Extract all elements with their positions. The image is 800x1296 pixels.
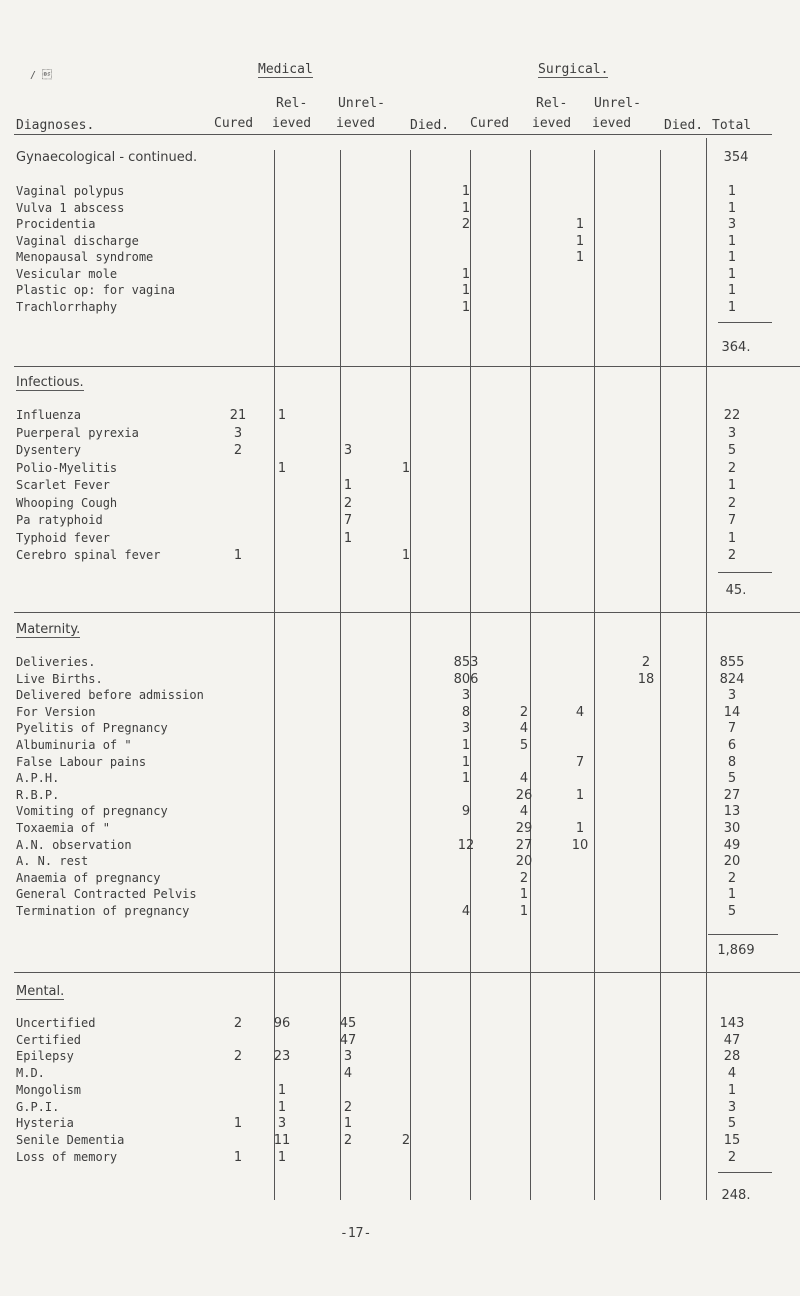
cell-total: 5 (727, 443, 737, 458)
table-row (0, 1066, 800, 1081)
cell-total: 1 (727, 887, 737, 902)
cell-total: 1 (727, 250, 737, 265)
header-rule (14, 134, 772, 135)
cell-sc: 1 (461, 755, 471, 770)
cell-total: 27 (723, 788, 741, 803)
table-row (0, 1150, 800, 1165)
cell-sc: 1 (461, 283, 471, 298)
table-row (0, 408, 800, 423)
cell-total: 3 (727, 688, 737, 703)
section-total: 248. (721, 1188, 751, 1203)
section-total: 45. (725, 583, 747, 598)
row-label: Certified (16, 1033, 82, 1047)
table-row (0, 531, 800, 546)
cell-total: 47 (723, 1033, 741, 1048)
cell-sr: 20 (515, 854, 533, 869)
cell-mc: 2 (233, 1016, 243, 1031)
header-surg-relieved: ieved (532, 116, 572, 131)
section-rule-3 (14, 972, 800, 973)
row-label: Plastic op: for vagina (16, 283, 175, 297)
table-row (0, 738, 800, 753)
cell-sc: 853 (453, 655, 479, 670)
cell-mc: 1 (233, 1150, 243, 1165)
cell-mr: 96 (273, 1016, 291, 1031)
cell-su: 1 (575, 250, 585, 265)
row-label: Albuminuria of " (16, 738, 132, 752)
cell-mr: 1 (277, 1083, 287, 1098)
cell-total: 1 (727, 201, 737, 216)
row-label: Cerebro spinal fever (16, 548, 161, 562)
section-title: Infectious. (16, 375, 84, 390)
cell-su: 1 (575, 234, 585, 249)
cell-sc: 3 (461, 721, 471, 736)
cell-total: 2 (727, 461, 737, 476)
table-row (0, 804, 800, 819)
cell-total: 1 (727, 184, 737, 199)
row-label: Termination of pregnancy (16, 904, 190, 918)
table-row (0, 672, 800, 687)
cell-sd: 18 (637, 672, 655, 687)
cell-total: 1 (727, 300, 737, 315)
table-row (0, 548, 800, 563)
cell-mu: 47 (339, 1033, 357, 1048)
cell-total: 1 (727, 531, 737, 546)
table-row (0, 1100, 800, 1115)
page-number: -17- (340, 1226, 372, 1241)
cell-total: 1 (727, 283, 737, 298)
cell-mu: 1 (343, 531, 353, 546)
section-opening-total: 354 (723, 150, 749, 165)
row-label: A.P.H. (16, 771, 60, 785)
row-label: M.D. (16, 1066, 45, 1080)
cell-sc: 12 (457, 838, 475, 853)
cell-sc: 1 (461, 300, 471, 315)
cell-su: 10 (571, 838, 589, 853)
cell-sr: 1 (519, 904, 529, 919)
header-med-unrelieved: ieved (336, 116, 376, 131)
row-label: Anaemia of pregnancy (16, 871, 161, 885)
cell-mr: 1 (277, 1150, 287, 1165)
table-row (0, 201, 800, 216)
row-label: Procidentia (16, 217, 96, 231)
cell-sr: 2 (519, 871, 529, 886)
header-med-relieved-top: Rel- (276, 96, 308, 111)
table-row (0, 461, 800, 476)
cell-su: 1 (575, 821, 585, 836)
cell-md: 2 (401, 1133, 411, 1148)
table-row (0, 496, 800, 511)
cell-mu: 3 (343, 443, 353, 458)
section-title: Mental. (16, 984, 65, 999)
cell-total: 7 (727, 721, 737, 736)
section-rule-1 (14, 366, 800, 367)
table-row (0, 887, 800, 902)
cell-total: 4 (727, 1066, 737, 1081)
cell-total: 1 (727, 267, 737, 282)
row-label: Polio-Myelitis (16, 461, 118, 475)
table-row (0, 513, 800, 528)
row-label: Mongolism (16, 1083, 82, 1097)
row-label: Whooping Cough (16, 496, 118, 510)
table-row (0, 871, 800, 886)
table-row (0, 854, 800, 869)
cell-total: 6 (727, 738, 737, 753)
table-row (0, 1083, 800, 1098)
table-row (0, 443, 800, 458)
cell-mr: 23 (273, 1049, 291, 1064)
cell-total: 15 (723, 1133, 741, 1148)
table-row (0, 821, 800, 836)
table-row (0, 904, 800, 919)
cell-total: 28 (723, 1049, 741, 1064)
row-label: Vesicular mole (16, 267, 118, 281)
cell-total: 5 (727, 904, 737, 919)
header-surg-unrelieved-top: Unrel- (594, 96, 641, 111)
cell-sc: 9 (461, 804, 471, 819)
cell-sc: 1 (461, 738, 471, 753)
cell-total: 5 (727, 771, 737, 786)
cell-sr: 5 (519, 738, 529, 753)
cell-total: 824 (719, 672, 745, 687)
cell-mu: 45 (339, 1016, 357, 1031)
total-rule-inf (718, 572, 772, 573)
cell-sr: 4 (519, 771, 529, 786)
row-label: Dysentery (16, 443, 82, 457)
cell-total: 1 (727, 478, 737, 493)
page-mark: /  (30, 70, 53, 81)
row-label: Delivered before admission (16, 688, 204, 702)
table-row (0, 1016, 800, 1031)
row-label: Vaginal polypus (16, 184, 125, 198)
header-surg-relieved-top: Rel- (536, 96, 568, 111)
total-rule-gyn (718, 322, 772, 323)
table-row (0, 788, 800, 803)
table-row (0, 234, 800, 249)
cell-su: 1 (575, 788, 585, 803)
row-label: Epilepsy (16, 1049, 74, 1063)
table-row (0, 300, 800, 315)
cell-total: 30 (723, 821, 741, 836)
cell-total: 49 (723, 838, 741, 853)
cell-mr: 1 (277, 1100, 287, 1115)
cell-total: 3 (727, 426, 737, 441)
group-header-medical: Medical (258, 62, 313, 77)
cell-total: 1 (727, 1083, 737, 1098)
row-label: G.P.I. (16, 1100, 60, 1114)
row-label: Typhoid fever (16, 531, 110, 545)
cell-mu: 3 (343, 1049, 353, 1064)
cell-total: 13 (723, 804, 741, 819)
table-row (0, 655, 800, 670)
table-row (0, 426, 800, 441)
cell-mu: 2 (343, 1100, 353, 1115)
cell-total: 2 (727, 1150, 737, 1165)
row-label: Toxaemia of " (16, 821, 110, 835)
row-label: Hysteria (16, 1116, 74, 1130)
cell-mc: 1 (233, 1116, 243, 1131)
cell-sd: 2 (641, 655, 651, 670)
cell-sc: 1 (461, 267, 471, 282)
row-label: Pyelitis of Pregnancy (16, 721, 168, 735)
table-row (0, 184, 800, 199)
cell-total: 1 (727, 234, 737, 249)
cell-total: 3 (727, 1100, 737, 1115)
header-total: Total (712, 118, 752, 133)
cell-sc: 1 (461, 771, 471, 786)
header-med-unrelieved-top: Unrel- (338, 96, 385, 111)
cell-sc: 3 (461, 688, 471, 703)
cell-sr: 29 (515, 821, 533, 836)
row-label: Influenza (16, 408, 82, 422)
cell-total: 855 (719, 655, 745, 670)
row-label: Vaginal discharge (16, 234, 139, 248)
cell-md: 1 (401, 461, 411, 476)
row-label: A. N. rest (16, 854, 89, 868)
header-diagnoses: Diagnoses. (16, 118, 95, 133)
row-label: A.N. observation (16, 838, 132, 852)
cell-mu: 4 (343, 1066, 353, 1081)
row-label: Vulva 1 abscess (16, 201, 125, 215)
header-med-died: Died. (410, 118, 450, 133)
cell-mr: 11 (273, 1133, 291, 1148)
cell-su: 4 (575, 705, 585, 720)
table-row (0, 267, 800, 282)
table-row (0, 250, 800, 265)
cell-sr: 2 (519, 705, 529, 720)
table-row (0, 1049, 800, 1064)
cell-mu: 1 (343, 478, 353, 493)
row-label: Menopausal syndrome (16, 250, 154, 264)
row-label: Deliveries. (16, 655, 96, 669)
table-row (0, 771, 800, 786)
header-surg-unrelieved: ieved (592, 116, 632, 131)
row-label: Loss of memory (16, 1150, 118, 1164)
cell-sc: 4 (461, 904, 471, 919)
table-row (0, 721, 800, 736)
cell-total: 22 (723, 408, 741, 423)
cell-total: 20 (723, 854, 741, 869)
cell-md: 1 (401, 548, 411, 563)
cell-total: 2 (727, 496, 737, 511)
header-med-relieved: ieved (272, 116, 312, 131)
cell-su: 7 (575, 755, 585, 770)
section-total: 1,869 (717, 943, 755, 958)
total-rule-mat (708, 934, 778, 935)
cell-total: 143 (719, 1016, 745, 1031)
cell-sc: 1 (461, 201, 471, 216)
header-surg-died: Died. (664, 118, 704, 133)
cell-total: 14 (723, 705, 741, 720)
cell-sr: 1 (519, 887, 529, 902)
cell-total: 2 (727, 871, 737, 886)
section-title: Gynaecological - continued. (16, 150, 198, 165)
cell-mu: 2 (343, 496, 353, 511)
group-header-surgical: Surgical. (538, 62, 609, 77)
cell-sr: 27 (515, 838, 533, 853)
cell-mc: 2 (233, 1049, 243, 1064)
cell-mu: 1 (343, 1116, 353, 1131)
cell-sc: 8 (461, 705, 471, 720)
table-row (0, 217, 800, 232)
row-label: For Version (16, 705, 96, 719)
row-label: Pa ratyphoid (16, 513, 103, 527)
cell-total: 8 (727, 755, 737, 770)
section-title: Maternity. (16, 622, 81, 637)
cell-mr: 1 (277, 408, 287, 423)
cell-sc: 2 (461, 217, 471, 232)
cell-sr: 26 (515, 788, 533, 803)
table-row (0, 1116, 800, 1131)
row-label: Trachlorrhaphy (16, 300, 118, 314)
section-rule-2 (14, 612, 800, 613)
cell-mu: 7 (343, 513, 353, 528)
row-label: Puerperal pyrexia (16, 426, 139, 440)
cell-mc: 2 (233, 443, 243, 458)
cell-sc: 806 (453, 672, 479, 687)
cell-total: 7 (727, 513, 737, 528)
header-med-cured: Cured (214, 116, 254, 131)
table-row (0, 478, 800, 493)
row-label: General Contracted Pelvis (16, 887, 197, 901)
table-row (0, 688, 800, 703)
cell-total: 3 (727, 217, 737, 232)
row-label: R.B.P. (16, 788, 60, 802)
cell-mr: 3 (277, 1116, 287, 1131)
header-surg-cured: Cured (470, 116, 510, 131)
row-label: Senile Dementia (16, 1133, 125, 1147)
cell-total: 2 (727, 548, 737, 563)
cell-total: 5 (727, 1116, 737, 1131)
cell-sr: 4 (519, 721, 529, 736)
row-label: Vomiting of pregnancy (16, 804, 168, 818)
row-label: False Labour pains (16, 755, 147, 769)
row-label: Live Births. (16, 672, 103, 686)
table-row (0, 283, 800, 298)
table-row (0, 755, 800, 770)
section-total: 364. (721, 340, 751, 355)
cell-su: 1 (575, 217, 585, 232)
table-row (0, 838, 800, 853)
cell-sr: 4 (519, 804, 529, 819)
cell-mu: 2 (343, 1133, 353, 1148)
cell-sc: 1 (461, 184, 471, 199)
table-row (0, 1133, 800, 1148)
table-row (0, 1033, 800, 1048)
table-row (0, 705, 800, 720)
total-rule-men (718, 1172, 772, 1173)
cell-mc: 1 (233, 548, 243, 563)
cell-mc: 21 (229, 408, 247, 423)
row-label: Scarlet Fever (16, 478, 110, 492)
cell-mc: 3 (233, 426, 243, 441)
row-label: Uncertified (16, 1016, 96, 1030)
cell-mr: 1 (277, 461, 287, 476)
